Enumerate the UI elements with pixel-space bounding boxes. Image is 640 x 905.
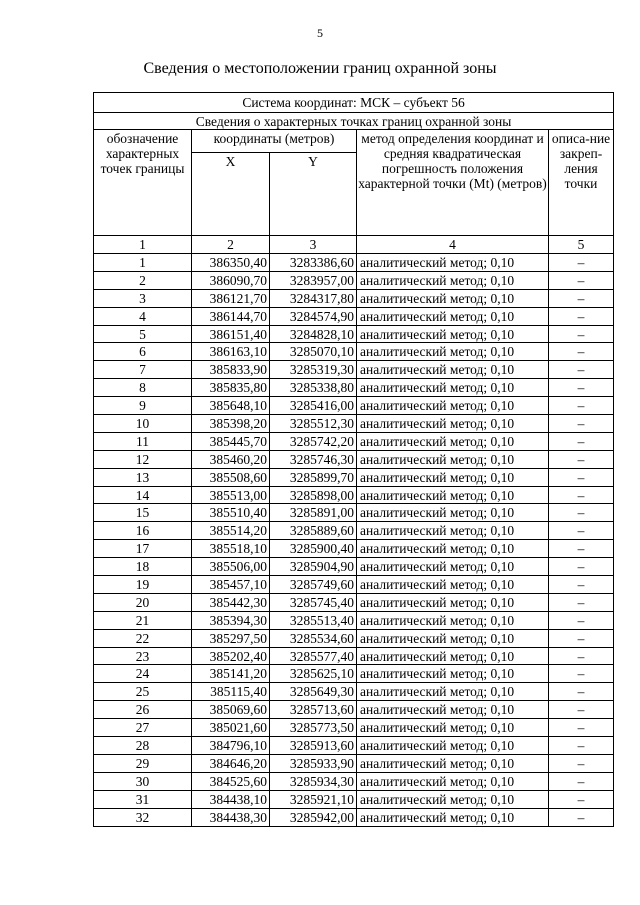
method-cell: аналитический метод; 0,10 [357, 737, 549, 755]
description-cell: – [549, 719, 614, 737]
description-cell: – [549, 522, 614, 540]
coordinate-x: 385518,10 [192, 540, 270, 558]
description-cell: – [549, 808, 614, 826]
method-cell: аналитический метод; 0,10 [357, 665, 549, 683]
coordinate-y: 3285889,60 [270, 522, 357, 540]
header-description-label: описа-ние закреп-ления точки [551, 131, 611, 191]
description-cell: – [549, 611, 614, 629]
description-cell: – [549, 325, 614, 343]
coordinate-y: 3285416,00 [270, 397, 357, 415]
coordinate-x: 385513,00 [192, 486, 270, 504]
coordinate-y: 3285745,40 [270, 593, 357, 611]
coordinate-y: 3285942,00 [270, 808, 357, 826]
table-row [94, 522, 614, 540]
point-number: 32 [94, 808, 192, 826]
coordinate-y: 3285891,00 [270, 504, 357, 522]
coordinate-y: 3285899,70 [270, 468, 357, 486]
description-cell: – [549, 593, 614, 611]
method-cell: аналитический метод; 0,10 [357, 719, 549, 737]
coordinate-y: 3285921,10 [270, 790, 357, 808]
table-row [94, 558, 614, 576]
table-row [94, 307, 614, 325]
coordinate-y: 3285534,60 [270, 629, 357, 647]
coordinate-x: 385202,40 [192, 647, 270, 665]
point-number: 7 [94, 361, 192, 379]
header-x-label: X [225, 154, 236, 169]
method-cell: аналитический метод; 0,10 [357, 611, 549, 629]
point-number: 21 [94, 611, 192, 629]
coordinate-x: 384438,30 [192, 808, 270, 826]
coordinate-y: 3285513,40 [270, 611, 357, 629]
method-cell: аналитический метод; 0,10 [357, 254, 549, 272]
coordinate-x: 384438,10 [192, 790, 270, 808]
header-y-label: Y [308, 154, 318, 169]
point-number: 14 [94, 486, 192, 504]
coordinate-y: 3285746,30 [270, 450, 357, 468]
method-cell: аналитический метод; 0,10 [357, 683, 549, 701]
table-row [94, 540, 614, 558]
point-number: 30 [94, 772, 192, 790]
point-number: 29 [94, 754, 192, 772]
coordinate-y: 3285338,80 [270, 379, 357, 397]
table-row [94, 701, 614, 719]
description-cell: – [549, 361, 614, 379]
method-cell: аналитический метод; 0,10 [357, 379, 549, 397]
coordinate-y: 3285625,10 [270, 665, 357, 683]
method-cell: аналитический метод; 0,10 [357, 522, 549, 540]
coordinate-x: 386163,10 [192, 343, 270, 361]
point-number: 31 [94, 790, 192, 808]
header-y [270, 153, 357, 236]
table-row [94, 504, 614, 522]
description-cell: – [549, 790, 614, 808]
point-number: 12 [94, 450, 192, 468]
coordinate-x: 385297,50 [192, 629, 270, 647]
coordinate-x: 386350,40 [192, 254, 270, 272]
point-number: 8 [94, 379, 192, 397]
point-number: 17 [94, 540, 192, 558]
description-cell: – [549, 504, 614, 522]
description-cell: – [549, 647, 614, 665]
description-cell: – [549, 665, 614, 683]
coordinate-x: 385514,20 [192, 522, 270, 540]
page-number: 5 [317, 26, 323, 40]
boundary-points-table [93, 92, 614, 827]
coordinate-y: 3285070,10 [270, 343, 357, 361]
coordinate-x: 385445,70 [192, 432, 270, 450]
description-cell: – [549, 576, 614, 594]
coordinate-x: 385141,20 [192, 665, 270, 683]
coordinate-x: 386151,40 [192, 325, 270, 343]
point-number: 25 [94, 683, 192, 701]
method-cell: аналитический метод; 0,10 [357, 486, 549, 504]
point-number: 16 [94, 522, 192, 540]
table-row [94, 397, 614, 415]
coordinate-x: 384796,10 [192, 737, 270, 755]
description-cell: – [549, 486, 614, 504]
coordinate-y: 3285749,60 [270, 576, 357, 594]
header-x [192, 153, 270, 236]
table-row [94, 486, 614, 504]
column-number-row [94, 236, 614, 254]
point-number: 6 [94, 343, 192, 361]
coordinate-y: 3284317,80 [270, 289, 357, 307]
table-row [94, 808, 614, 826]
description-cell: – [549, 540, 614, 558]
coordinate-y: 3285934,30 [270, 772, 357, 790]
header-point [94, 130, 192, 236]
table-row [94, 343, 614, 361]
coordinate-x: 385115,40 [192, 683, 270, 701]
coordinate-y: 3285933,90 [270, 754, 357, 772]
table-row [94, 325, 614, 343]
table-row [94, 772, 614, 790]
point-number: 24 [94, 665, 192, 683]
table-row [94, 361, 614, 379]
method-cell: аналитический метод; 0,10 [357, 790, 549, 808]
description-cell: – [549, 289, 614, 307]
coordinate-y: 3285913,60 [270, 737, 357, 755]
method-cell: аналитический метод; 0,10 [357, 593, 549, 611]
description-cell: – [549, 379, 614, 397]
point-number: 1 [94, 254, 192, 272]
coordinate-x: 385506,00 [192, 558, 270, 576]
coordinate-y: 3285773,50 [270, 719, 357, 737]
table-row [94, 289, 614, 307]
method-cell: аналитический метод; 0,10 [357, 397, 549, 415]
coordinate-y: 3285900,40 [270, 540, 357, 558]
coordinate-x: 386144,70 [192, 307, 270, 325]
method-cell: аналитический метод; 0,10 [357, 504, 549, 522]
column-number: 4 [357, 236, 549, 254]
point-number: 10 [94, 415, 192, 433]
coordinate-y: 3283957,00 [270, 271, 357, 289]
method-cell: аналитический метод; 0,10 [357, 576, 549, 594]
coordinate-system: Система координат: МСК – субъект 56 [94, 93, 614, 113]
description-cell: – [549, 701, 614, 719]
coordinate-x: 385398,20 [192, 415, 270, 433]
point-number: 28 [94, 737, 192, 755]
document-title: Сведения о местоположении границ охранной зоны [143, 60, 497, 77]
description-cell: – [549, 772, 614, 790]
table-row [94, 737, 614, 755]
coordinate-x: 385069,60 [192, 701, 270, 719]
header-description [549, 130, 614, 236]
point-number: 5 [94, 325, 192, 343]
table-row [94, 683, 614, 701]
coordinate-x: 384525,60 [192, 772, 270, 790]
description-cell: – [549, 307, 614, 325]
point-number: 18 [94, 558, 192, 576]
coordinate-x: 385460,20 [192, 450, 270, 468]
method-cell: аналитический метод; 0,10 [357, 647, 549, 665]
table-row [94, 647, 614, 665]
description-cell: – [549, 754, 614, 772]
method-cell: аналитический метод; 0,10 [357, 432, 549, 450]
point-number: 11 [94, 432, 192, 450]
description-cell: – [549, 450, 614, 468]
method-cell: аналитический метод; 0,10 [357, 558, 549, 576]
method-cell: аналитический метод; 0,10 [357, 450, 549, 468]
description-cell: – [549, 629, 614, 647]
coordinate-x: 386121,70 [192, 289, 270, 307]
coordinate-x: 385457,10 [192, 576, 270, 594]
method-cell: аналитический метод; 0,10 [357, 701, 549, 719]
point-number: 4 [94, 307, 192, 325]
coordinate-y: 3285319,30 [270, 361, 357, 379]
description-cell: – [549, 271, 614, 289]
point-number: 23 [94, 647, 192, 665]
point-number: 9 [94, 397, 192, 415]
coordinate-x: 386090,70 [192, 271, 270, 289]
coordinate-y: 3283386,60 [270, 254, 357, 272]
column-number: 3 [270, 236, 357, 254]
section-title: Сведения о характерных точках границ охранной зоны [94, 113, 614, 130]
method-cell: аналитический метод; 0,10 [357, 325, 549, 343]
method-cell: аналитический метод; 0,10 [357, 772, 549, 790]
coordinate-x: 385833,90 [192, 361, 270, 379]
description-cell: – [549, 683, 614, 701]
method-cell: аналитический метод; 0,10 [357, 343, 549, 361]
method-cell: аналитический метод; 0,10 [357, 361, 549, 379]
table-row [94, 611, 614, 629]
coordinate-x: 385510,40 [192, 504, 270, 522]
coordinate-y: 3285649,30 [270, 683, 357, 701]
description-cell: – [549, 397, 614, 415]
table-row [94, 629, 614, 647]
coordinate-y: 3285898,00 [270, 486, 357, 504]
table-row [94, 790, 614, 808]
method-cell: аналитический метод; 0,10 [357, 307, 549, 325]
description-cell: – [549, 558, 614, 576]
table-row [94, 254, 614, 272]
table-row [94, 415, 614, 433]
table-row [94, 379, 614, 397]
table-row [94, 271, 614, 289]
header-coordinates [192, 130, 357, 153]
point-number: 20 [94, 593, 192, 611]
coordinate-y: 3285713,60 [270, 701, 357, 719]
point-number: 27 [94, 719, 192, 737]
header-method [357, 130, 549, 236]
header-coordinates-label: координаты (метров) [213, 131, 335, 146]
coordinate-y: 3285904,90 [270, 558, 357, 576]
coordinate-x: 385835,80 [192, 379, 270, 397]
point-number: 2 [94, 271, 192, 289]
method-cell: аналитический метод; 0,10 [357, 629, 549, 647]
column-number: 5 [549, 236, 614, 254]
description-cell: – [549, 254, 614, 272]
coordinate-x: 384646,20 [192, 754, 270, 772]
table-row [94, 665, 614, 683]
coordinate-x: 385442,30 [192, 593, 270, 611]
method-cell: аналитический метод; 0,10 [357, 540, 549, 558]
point-number: 15 [94, 504, 192, 522]
coordinate-y: 3284828,10 [270, 325, 357, 343]
method-cell: аналитический метод; 0,10 [357, 754, 549, 772]
table-row [94, 593, 614, 611]
point-number: 3 [94, 289, 192, 307]
coordinate-y: 3284574,90 [270, 307, 357, 325]
point-number: 22 [94, 629, 192, 647]
coordinate-y: 3285742,20 [270, 432, 357, 450]
description-cell: – [549, 432, 614, 450]
description-cell: – [549, 737, 614, 755]
coordinate-x: 385508,60 [192, 468, 270, 486]
table-row [94, 719, 614, 737]
coordinate-y: 3285577,40 [270, 647, 357, 665]
table-row [94, 450, 614, 468]
column-number: 1 [94, 236, 192, 254]
point-number: 13 [94, 468, 192, 486]
header-point-label: обозначение характерных точек границы [100, 131, 185, 176]
column-number: 2 [192, 236, 270, 254]
point-number: 19 [94, 576, 192, 594]
table-row [94, 432, 614, 450]
method-cell: аналитический метод; 0,10 [357, 808, 549, 826]
method-cell: аналитический метод; 0,10 [357, 468, 549, 486]
header-method-label: метод определения координат и средняя квадратическая погрешность положения характерной точки (Mt) (метров) [358, 131, 547, 191]
coordinate-x: 385021,60 [192, 719, 270, 737]
description-cell: – [549, 415, 614, 433]
description-cell: – [549, 343, 614, 361]
coordinate-x: 385648,10 [192, 397, 270, 415]
coordinate-y: 3285512,30 [270, 415, 357, 433]
table-row [94, 576, 614, 594]
method-cell: аналитический метод; 0,10 [357, 271, 549, 289]
description-cell: – [549, 468, 614, 486]
table-row [94, 754, 614, 772]
method-cell: аналитический метод; 0,10 [357, 289, 549, 307]
method-cell: аналитический метод; 0,10 [357, 415, 549, 433]
coordinate-x: 385394,30 [192, 611, 270, 629]
point-number: 26 [94, 701, 192, 719]
table-row [94, 468, 614, 486]
